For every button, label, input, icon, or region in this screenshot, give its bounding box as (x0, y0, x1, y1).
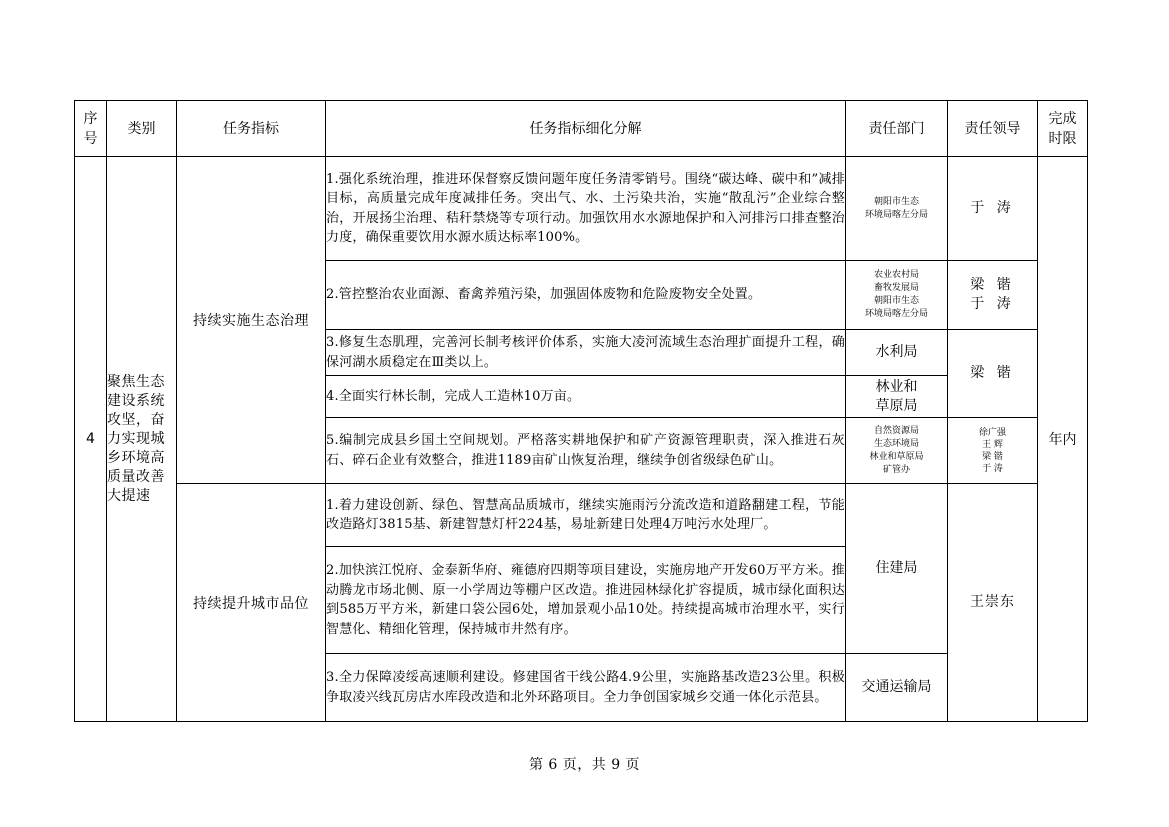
task-table (74, 100, 1088, 722)
department-line: 农业农村局 (873, 270, 919, 280)
task-city-3: 3.全力保障凌绥高速顺利建设。修建国省干线公路4.9公里，实施路基改造23公里。积极争取凌兴线瓦房店水库段改造和北外环路项目。全力争创国家城乡交通一体化示范县。 (326, 654, 846, 722)
header-deadline: 完成时限 (1038, 101, 1088, 157)
row-seq: 4 (75, 157, 107, 722)
leader-cell: 王崇东 (948, 484, 1038, 722)
department-line: 生态环境局 (873, 438, 919, 449)
indicator-city: 持续提升城市品位 (177, 484, 326, 722)
indicator-eco: 持续实施生态治理 (177, 157, 326, 484)
header-indicator: 任务指标 (177, 101, 326, 157)
department-line: 自然资源局 (873, 425, 919, 436)
task-eco-4: 4.全面实行林长制，完成人工造林10万亩。 (326, 376, 846, 418)
row-deadline: 年内 (1038, 157, 1088, 722)
department-cell (846, 376, 948, 418)
task-eco-1: 1.强化系统治理，推进环保督察反馈问题年度任务清零销号。围绕“碳达峰、碳中和”减排目标，高质量完成年度减排任务。突出气、水、土污染共治，实施“散乱污”企业综合整治，开展扬尘治理、秸秆禁烧等专项行动。加强饮用水水源地保护和入河排污口排查整治力度，确保重要饮用水源水质达标率100%。 (326, 157, 846, 261)
header-category: 类别 (107, 101, 177, 157)
leader-line: 于 涛 (982, 463, 1003, 474)
table-row (75, 484, 1088, 547)
department-line: 矿管办 (882, 464, 910, 475)
department-line: 草原局 (875, 397, 918, 414)
department-line: 林业和 (875, 378, 918, 395)
department-line: 朝阳市生态 (873, 196, 919, 207)
task-city-2: 2.加快滨江悦府、金泰新华府、雍德府四期等项目建设，实施房地产开发60万平方米。推动腾龙市场北侧、原一小学周边等棚户区改造。推进园林绿化扩容提质，城市绿化面积达到585万平方米，新建口袋公园6处，增加景观小品10处。持续提高城市治理水平，实行智慧化、精细化管理，保持城市井然有序。 (326, 547, 846, 654)
header-row (75, 101, 1088, 157)
leader-line: 于 涛 (970, 296, 1015, 312)
department-cell (846, 261, 948, 330)
header-department: 责任部门 (846, 101, 948, 157)
department-cell (846, 157, 948, 261)
leader-cell (948, 261, 1038, 330)
leader-line: 王 辉 (982, 439, 1003, 450)
leader-line: 徐广强 (978, 427, 1006, 438)
leader-cell: 于 涛 (948, 157, 1038, 261)
header-leader: 责任领导 (948, 101, 1038, 157)
department-line: 林业和草原局 (869, 451, 924, 462)
leader-cell: 梁 锴 (948, 330, 1038, 418)
department-line: 环境局喀左分局 (864, 309, 928, 319)
leader-cell (948, 418, 1038, 484)
task-eco-5: 5.编制完成县乡国土空间规划。严格落实耕地保护和矿产资源管理职责，深入推进石灰石、碎石企业有效整合，推进1189亩矿山恢复治理，继续争创省级绿色矿山。 (326, 418, 846, 484)
department-line: 朝阳市生态 (873, 296, 919, 306)
department-line: 畜牧发展局 (873, 283, 919, 293)
row-category: 聚焦生态建设系统攻坚，奋力实现城乡环境高质量改善大提速 (107, 157, 177, 722)
task-city-1: 1.着力建设创新、绿色、智慧高品质城市，继续实施雨污分流改造和道路翻建工程，节能改造路灯3815基、新建智慧灯杆224基，易址新建日处理4万吨污水处理厂。 (326, 484, 846, 547)
department-line: 环境局喀左分局 (864, 209, 928, 220)
department-cell: 交通运输局 (846, 654, 948, 722)
department-cell: 住建局 (846, 484, 948, 654)
leader-line: 梁 锴 (970, 277, 1015, 293)
leader-line: 梁 锴 (982, 451, 1003, 462)
header-breakdown: 任务指标细化分解 (326, 101, 846, 157)
department-cell (846, 418, 948, 484)
table-row (75, 157, 1088, 261)
header-seq: 序号 (75, 101, 107, 157)
task-eco-3: 3.修复生态肌理，完善河长制考核评价体系，实施大凌河流域生态治理扩面提升工程，确保河湖水质稳定在Ⅲ类以上。 (326, 330, 846, 376)
task-eco-2: 2.管控整治农业面源、畜禽养殖污染，加强固体废物和危险废物安全处置。 (326, 261, 846, 330)
department-cell: 水利局 (846, 330, 948, 376)
page-footer: 第 6 页，共 9 页 (528, 757, 641, 773)
